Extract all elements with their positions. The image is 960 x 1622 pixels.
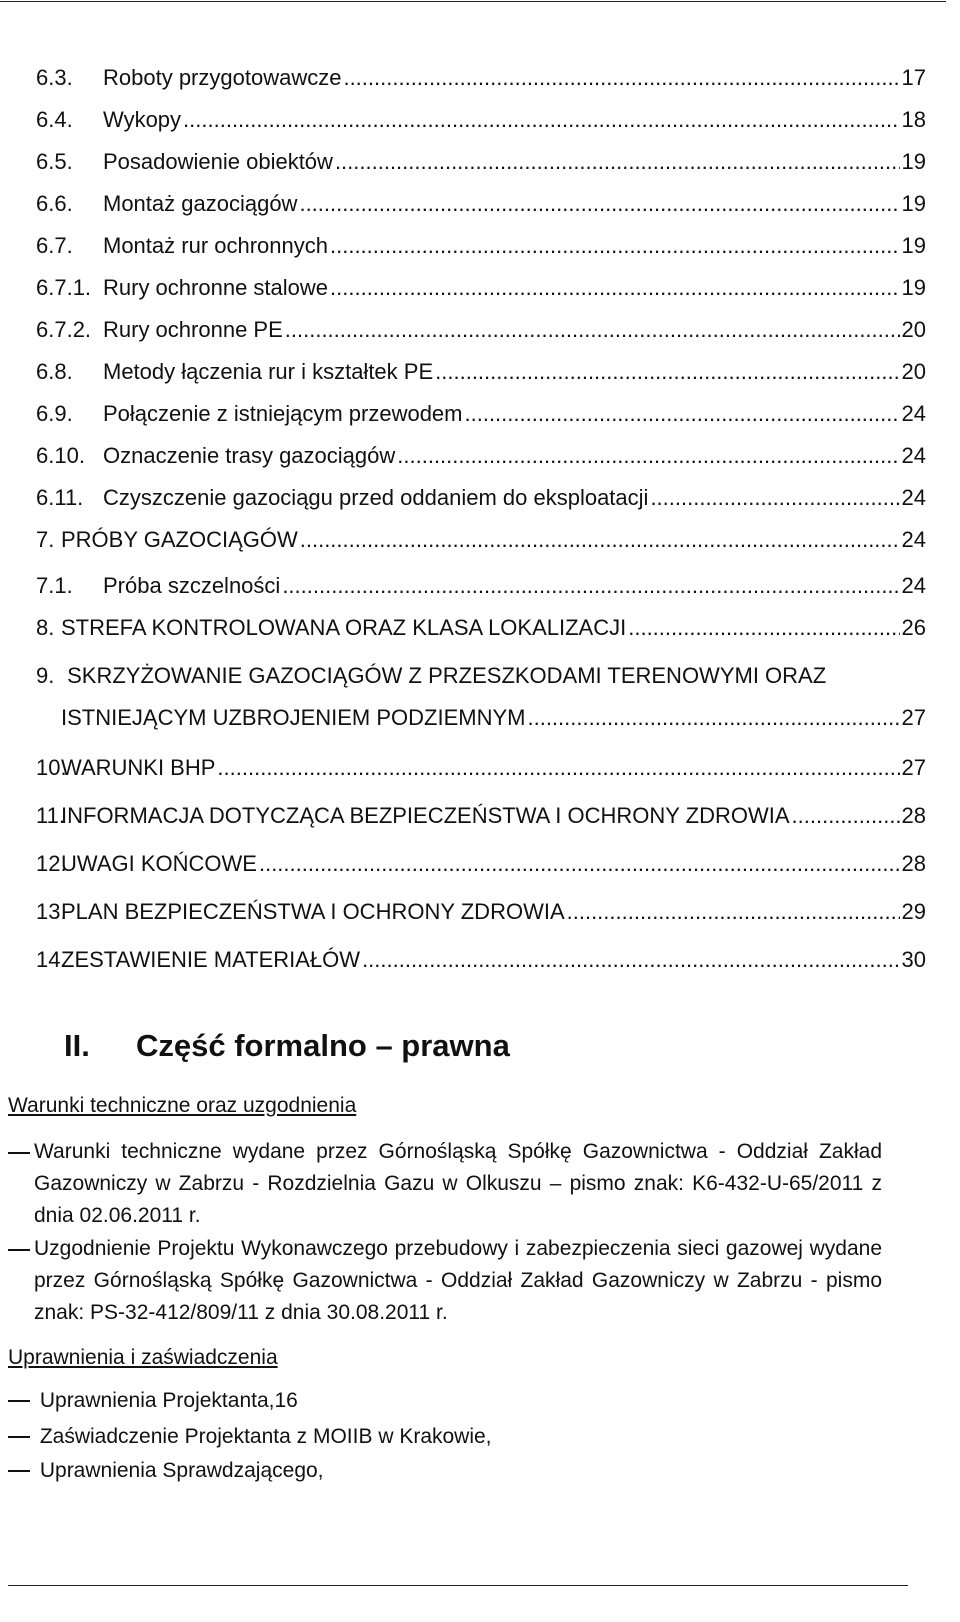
toc-page: 24 (901, 485, 926, 510)
toc-entry[interactable] (36, 614, 926, 642)
dash-bullet-icon (8, 1470, 30, 1472)
toc-leader (285, 316, 900, 344)
toc-number: 6.4. (36, 107, 73, 132)
toc-entry[interactable] (36, 442, 926, 470)
toc-page: 27 (901, 755, 926, 780)
toc-number: 6.10. (36, 443, 85, 468)
list-item (8, 1421, 492, 1453)
toc-page: 24 (901, 443, 926, 468)
toc-title: WARUNKI BHP (61, 755, 216, 780)
toc-entry-first-line[interactable] (36, 662, 826, 690)
section-heading (64, 1028, 510, 1064)
permissions-heading: Uprawnienia i zaświadczenia (8, 1346, 278, 1369)
toc-title: Montaż rur ochronnych (103, 233, 328, 258)
toc-title: Wykopy (103, 107, 182, 132)
toc-number: 9. (36, 663, 55, 688)
toc-leader (299, 190, 899, 218)
list-item (8, 1136, 882, 1232)
toc-entry[interactable] (36, 64, 926, 92)
toc-leader (335, 148, 900, 176)
toc-page: 24 (901, 401, 926, 426)
toc-entry[interactable] (36, 400, 926, 428)
toc-leader (330, 232, 900, 260)
toc-entry[interactable] (36, 148, 926, 176)
toc-title: Posadowienie obiektów (103, 149, 333, 174)
list-item-text: Uprawnienia Projektanta,16 (39, 1389, 298, 1412)
toc-title: Montaż gazociągów (103, 191, 298, 216)
toc-title: ZESTAWIENIE MATERIAŁÓW (61, 947, 361, 972)
toc-leader (465, 400, 900, 428)
toc-title: INFORMACJA DOTYCZĄCA BEZPIECZEŃSTWA I OCHRONY ZDROWIA (61, 803, 790, 828)
conditions-heading: Warunki techniczne oraz uzgodnienia (8, 1094, 357, 1117)
toc-page: 30 (901, 947, 926, 972)
toc-title: STREFA KONTROLOWANA ORAZ KLASA LOKALIZACJI (61, 615, 627, 640)
toc-leader (343, 64, 899, 92)
section-number: II. (64, 1028, 90, 1063)
toc-entry[interactable] (36, 316, 926, 344)
toc-leader (628, 614, 899, 642)
toc-entry[interactable] (61, 704, 926, 732)
toc-leader (397, 442, 899, 470)
toc-entry[interactable] (36, 232, 926, 260)
toc-entry[interactable] (36, 274, 926, 302)
toc-entry[interactable] (36, 484, 926, 512)
toc-page: 27 (901, 705, 926, 730)
toc-entry[interactable] (36, 802, 926, 830)
toc-title: Rury ochronne stalowe (103, 275, 329, 300)
toc-number: 12. (36, 851, 67, 876)
toc-leader (527, 704, 899, 732)
toc-page: 19 (901, 191, 926, 216)
toc-leader (259, 850, 900, 878)
toc-page: 20 (901, 317, 926, 342)
toc-entry[interactable] (36, 358, 926, 386)
toc-number: 6.6. (36, 191, 73, 216)
dash-bullet-icon (8, 1400, 30, 1402)
toc-leader (300, 526, 900, 554)
toc-number: 6.8. (36, 359, 73, 384)
toc-page: 26 (901, 615, 926, 640)
toc-title: Rury ochronne PE (103, 317, 283, 342)
toc-page: 18 (901, 107, 926, 132)
toc-title: Próba szczelności (103, 573, 281, 598)
toc-entry[interactable] (36, 190, 926, 218)
toc-title: Połączenie z istniejącym przewodem (103, 401, 463, 426)
toc-number: 14. (36, 947, 67, 972)
toc-page: 24 (901, 527, 926, 552)
toc-number: 7.1. (36, 573, 73, 598)
toc-title: SKRZYŻOWANIE GAZOCIĄGÓW Z PRZESZKODAMI TERENOWYMI ORAZ (67, 663, 827, 688)
toc-title: Roboty przygotowawcze (103, 65, 342, 90)
toc-number: 7. (36, 527, 55, 552)
toc-leader (362, 946, 899, 974)
list-item-text: Uzgodnienie Projektu Wykonawczego przebudowy i zabezpieczenia sieci gazowej wydane przez Górnośląską Spółkę Gazownictwa - Oddział Zakład Gazowniczy w Zabrzu - pismo znak: PS-32-412/809/11 z dnia 30.08.2011 r. (34, 1237, 882, 1324)
list-item (8, 1455, 324, 1487)
footer-rule (8, 1585, 908, 1586)
toc-page: 29 (901, 899, 926, 924)
toc-page: 19 (901, 275, 926, 300)
toc-title: PLAN BEZPIECZEŃSTWA I OCHRONY ZDROWIA (61, 899, 565, 924)
toc-page: 20 (901, 359, 926, 384)
toc-entry[interactable] (36, 106, 926, 134)
list-item-text: Uprawnienia Sprawdzającego, (39, 1459, 324, 1482)
list-item (8, 1233, 882, 1329)
toc-entry[interactable] (36, 946, 926, 974)
list-item (8, 1385, 298, 1417)
toc-leader (650, 484, 899, 512)
toc-leader (183, 106, 899, 134)
toc-entry[interactable] (36, 526, 926, 554)
toc-leader (792, 802, 900, 830)
toc-page: 28 (901, 803, 926, 828)
toc-page: 24 (901, 573, 926, 598)
toc-page: 19 (901, 149, 926, 174)
toc-leader (282, 572, 899, 600)
toc-title: Oznaczenie trasy gazociągów (103, 443, 396, 468)
toc-number: 13. (36, 899, 67, 924)
toc-number: 6.5. (36, 149, 73, 174)
toc-number: 6.7. (36, 233, 73, 258)
toc-title: Metody łączenia rur i kształtek PE (103, 359, 434, 384)
toc-number: 6.7.1. (36, 275, 92, 300)
toc-leader (435, 358, 899, 386)
section-title: Część formalno – prawna (136, 1028, 510, 1063)
toc-leader (567, 898, 900, 926)
list-item-text: Zaświadczenie Projektanta z MOIIB w Krakowie, (39, 1425, 492, 1448)
header-rule (0, 1, 946, 2)
toc-title: ISTNIEJĄCYM UZBROJENIEM PODZIEMNYM (61, 705, 526, 730)
toc-number: 6.3. (36, 65, 73, 90)
list-item-text: Warunki techniczne wydane przez Górnośląską Spółkę Gazownictwa - Oddział Zakład Gazowniczy w Zabrzu - Rozdzielnia Gazu w Olkuszu – pismo znak: K6-432-U-65/2011 z dnia 02.06.2011 r. (34, 1140, 882, 1227)
toc-title: UWAGI KOŃCOWE (61, 851, 257, 876)
toc-title: Czyszczenie gazociągu przed oddaniem do eksploatacji (103, 485, 649, 510)
toc-number: 6.7.2. (36, 317, 92, 342)
toc-page: 28 (901, 851, 926, 876)
toc-number: 6.9. (36, 401, 73, 426)
dash-bullet-icon (8, 1436, 30, 1438)
toc-title: PRÓBY GAZOCIĄGÓW (61, 527, 298, 552)
toc-number: 11. (36, 803, 65, 828)
toc-entry[interactable] (36, 572, 926, 600)
toc-number: 8. (36, 615, 55, 640)
toc-entry[interactable] (36, 754, 926, 782)
toc-number: 6.11. (36, 485, 84, 510)
toc-entry[interactable] (36, 898, 926, 926)
toc-page: 19 (901, 233, 926, 258)
toc-entry[interactable] (36, 850, 926, 878)
toc-page: 17 (901, 65, 926, 90)
toc-leader (330, 274, 900, 302)
toc-leader (217, 754, 899, 782)
toc-number: 10. (36, 755, 67, 780)
